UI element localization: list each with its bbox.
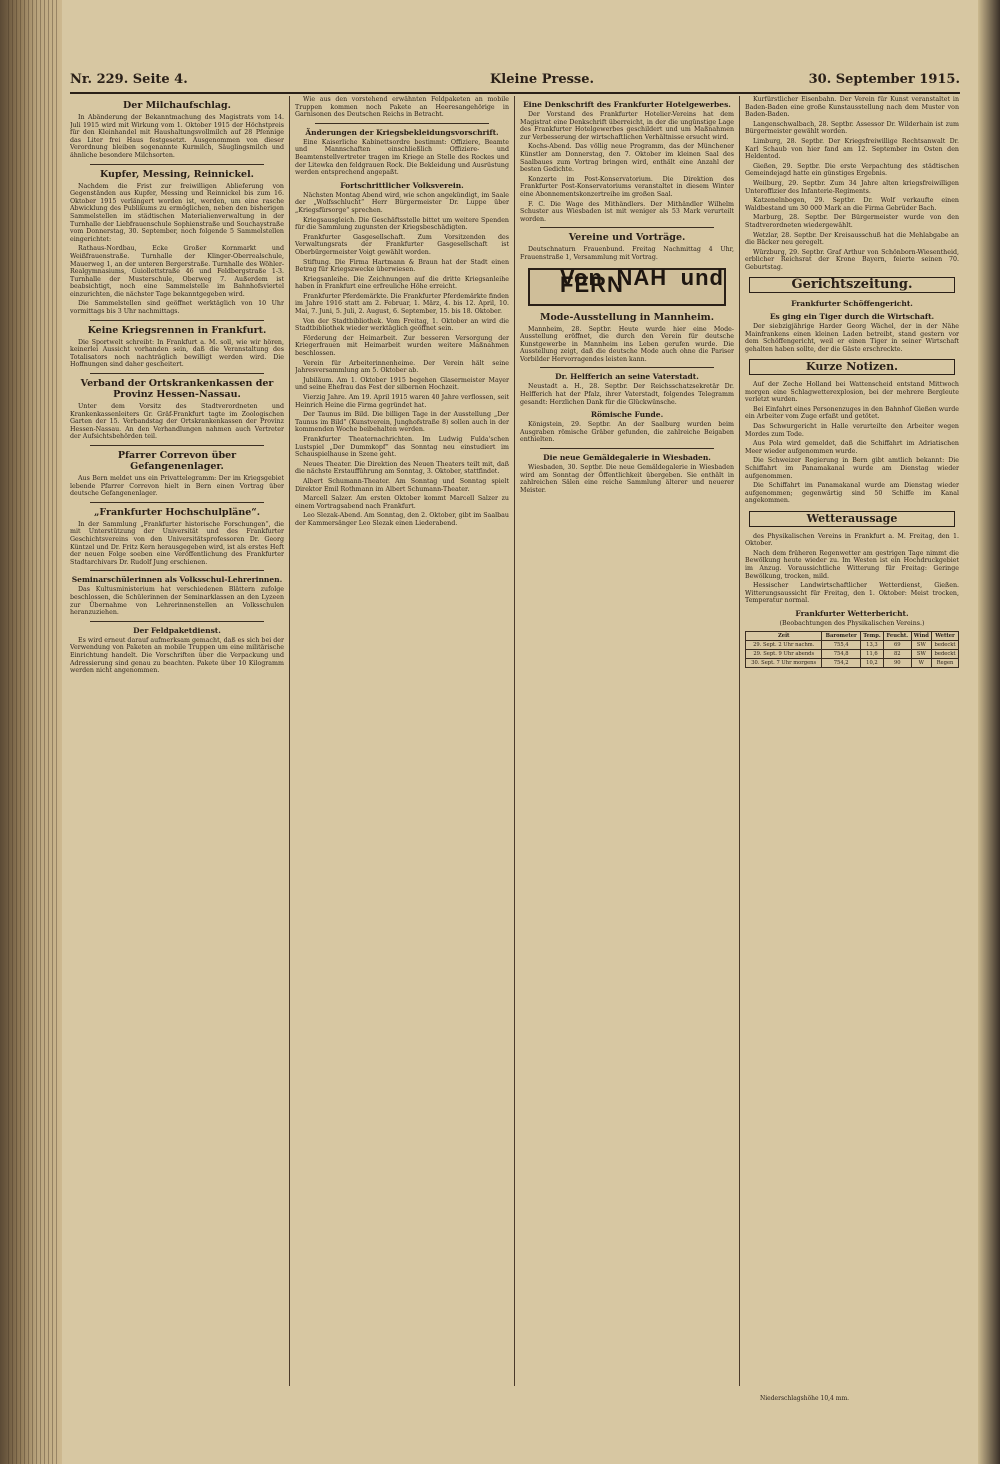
page-header [70, 70, 960, 94]
table-header: Zeit [746, 632, 822, 641]
article-text: Deutschnaturn Frauenbund. Freitag Nachmittag 4 Uhr, Frauenstraße 1, Versammlung mit Vortrag. [520, 246, 734, 261]
headline: Frankfurter Schöffengericht. [791, 299, 913, 309]
headline: Seminarschülerinnen als Volksschul-Lehrerinnen. [71, 575, 283, 585]
book-spine [0, 0, 62, 1464]
table-cell: 13,3 [860, 641, 883, 650]
table-cell: W [911, 659, 931, 668]
section-banner [528, 264, 726, 306]
table-cell: Regen [932, 659, 959, 668]
article-text: Jubiläum. Am 1. Oktober 1915 begehen Glasermeister Mayer und seine Ehefrau das Fest der silbernen Hochzeit. [295, 376, 509, 392]
headline: Die neue Gemäldegalerie in Wiesbaden. [543, 453, 711, 463]
headline: Vereine und Vorträge. [568, 232, 686, 244]
article-text: In Abänderung der Bekanntmachung des Magistrats vom 14. Juli 1915 wird mit Wirkung vom 1. Oktober 1915 der Höchstpreis für den Kleinhandel mit Haushaltungsvollmilch auf 28 Pfennige das Liter frei Haus festgesetzt. Ausgenommen von dieser Verordnung bleiben sogenannte Kurmilch, Säuglingsmilch und ähnliche besondere Milchsorten. [70, 114, 284, 159]
table-cell: bedeckt [932, 641, 959, 650]
headline: Keine Kriegsrennen in Frankfurt. [87, 324, 267, 336]
table-cell: 10,2 [860, 659, 883, 668]
divider [90, 570, 264, 571]
spine-texture [8, 0, 58, 1464]
headline: Der Milchaufschlag. [123, 100, 231, 111]
article-text: Bei Einfahrt eines Personenzuges in den Bahnhof Gießen wurde ein Arbeiter vom Zuge erfaßt und getötet. [745, 405, 959, 421]
table-cell: 11,6 [860, 650, 883, 659]
article-text: Förderung der Heimarbeit. Zur besseren Versorgung der Kriegerfrauen mit Heimarbeit wurden weitere Maßnahmen beschlossen. [295, 334, 509, 358]
banner-title: Von NAH und FERN [560, 264, 724, 298]
table-header: Temp. [860, 632, 883, 641]
article-text: Stiftung. Die Firma Hartmann & Braun hat der Stadt einen Betrag für Kriegszwecke überwiesen. [295, 258, 509, 274]
headline: „Frankfurter Hochschulpläne“. [93, 506, 261, 518]
headline: Verband der Ortskrankenkassen der Provinz Hessen-Nassau. [80, 378, 274, 401]
table-cell: 754,8 [822, 650, 860, 659]
weather-table [745, 631, 959, 668]
article-text: Verein für Arbeiterinnenheime. Der Verein hält seine Jahresversammlung am 5. Oktober ab. [295, 359, 509, 375]
table-cell: bedeckt [932, 650, 959, 659]
article-text: Rathaus-Nordbau, Ecke Großer Kornmarkt und Weißfrauenstraße. Turnhalle der Klinger-Oberrealschule, Mauerweg 1, an der unteren Bergerstraße. Turnhalle des Wöhler-Realgymnasiums, Guiollettstraße 46 und Feldbergstraße 1-3. Turnhalle der Musterschule, Oberweg 7. Außerdem ist beabsichtigt, noch eine Sammelstelle im Bahnhofsviertel einzurichten, die nächster Tage bekanntgegeben wird. [70, 245, 284, 298]
article-text: Katzenelnbogen, 29. Septbr. Dr. Wolf verkaufte einen Waldbestand um 30 000 Mark an die Firma Gebrüder Bach. [745, 197, 959, 212]
table-cell: 30. Sept. 7 Uhr morgens [746, 659, 822, 668]
article-text: Kurfürstlicher Eisenbahn. Der Verein für Kunst veranstaltet in Baden-Baden eine große Kunstausstellung nach dem Muster von Baden-Baden. [745, 96, 959, 119]
article-text: Die Sportwelt schreibt: In Frankfurt a. M. soll, wie wir hören, keinerlei Aussicht vorhanden sein, daß die Veranstaltung des Totalisators noch nachträglich bewilligt werden wird. Die Hoffnungen sind daher gescheitert. [70, 338, 284, 369]
divider [540, 448, 714, 449]
table-row [746, 650, 959, 659]
table-cell: 69 [883, 641, 911, 650]
article-text: F. C. Die Wage des Mithändlers. Der Mithändler Wilhelm Schuster aus Wiesbaden ist mit weniger als 53 Mark verurteilt worden. [520, 200, 734, 223]
column-4 [745, 96, 959, 1391]
column-1 [70, 96, 284, 1391]
table-cell: SW [911, 641, 931, 650]
headline: Dr. Helfferich an seine Vaterstadt. [555, 372, 699, 382]
headline: Der Feldpaketdienst. [133, 625, 221, 635]
article-text: Langenschwalbach, 28. Septbr. Assessor Dr. Wilderhain ist zum Bürgermeister gewählt worden. [745, 120, 959, 136]
article-text: Auf der Zeche Holland bei Wattenscheid entstand Mittwoch morgen eine Schlagwetterexplosion, bei der mehrere Bergleute verletzt wurden. [745, 381, 959, 404]
column-3 [520, 96, 734, 1391]
article-text: Wetzlar, 28. Septbr. Der Kreisausschuß hat die Mehlabgabe an die Bäcker neu geregelt. [745, 231, 959, 247]
article-text: In der Sammlung „Frankfurter historische Forschungen“, die mit Unterstützung der Universität und des Frankfurter Geschichtsvereins von den Universitätsprofessoren Dr. Georg Küntzel und Dr. Fritz Kern herausgegeben wird, ist als erstes Heft der neuen Folge soeben eine Veröffentlichung des Frankfurter Stadtarchivars Dr. Rudolf Jung erschienen. [70, 520, 284, 566]
table-cell: 754,2 [822, 659, 860, 668]
article-text: Der Vorstand des Frankfurter Hotelier-Vereins hat dem Magistrat eine Denkschrift überreicht, in der die ungünstige Lage des Frankfurter Hotelgewerbes geschildert und um Maßnahmen zur Verbesserung der wirtschaftlichen Verhältnisse ersucht wird. [520, 111, 734, 141]
article-text: Limburg, 28. Septbr. Der Kriegsfreiwillige Rechtsanwalt Dr. Karl Schaub von hier fand am 12. September im Osten den Heldentod. [745, 137, 959, 161]
article-text: Nach dem früheren Regenwetter am gestrigen Tage nimmt die Bewölkung heute wieder zu. Im Westen ist ein Hochdruckgebiet im Anzug. Voraussichtliche Witterung für Freitag: Geringe Bewölkung, trocken, mild. [745, 549, 959, 580]
headline: Änderungen der Kriegsbekleidungsvorschrift. [305, 127, 499, 137]
divider [540, 367, 714, 368]
article-text: Marcell Salzer. Am ersten Oktober kommt Marcell Salzer zu einem Vortragsabend nach Frankfurt. [295, 495, 509, 510]
article-text: Die Schiffahrt im Panamakanal wurde am Dienstag wieder aufgenommen; gegenwärtig sind 50 Schiffe im Kanal angekommen. [745, 482, 959, 505]
column-2 [295, 96, 509, 1391]
table-header: Wetter [932, 632, 959, 641]
column-rule [514, 96, 515, 1386]
table-subtitle: (Beobachtungen des Physikalischen Vereins.) [779, 619, 925, 627]
article-text: Frankfurter Gasgesellschaft. Zum Vorsitzenden des Verwaltungsrats der Frankfurter Gasgesellschaft ist Oberbürgermeister Voigt gewählt worden. [295, 233, 509, 256]
article-text: Vierzig Jahre. Am 19. April 1915 waren 40 Jahre verflossen, seit Heinrich Heine die Firma gegründet hat. [295, 394, 509, 409]
table-row [746, 641, 959, 650]
newspaper-title: Kleine Presse. [490, 72, 595, 87]
article-text: Neustadt a. H., 28. Septbr. Der Reichsschatzsekretär Dr. Helfferich hat der Pfalz, ihrer Vaterstadt, folgendes Telegramm gesandt: Herzlichen Dank für die Glückwünsche. [520, 383, 734, 406]
table-header: Feucht. [883, 632, 911, 641]
article-text: Wiesbaden, 30. Septbr. Die neue Gemäldegalerie in Wiesbaden wird am Sonntag der Öffentlichkeit übergeben. Sie enthält in zahlreichen Sälen eine reiche Sammlung älterer und neuerer Meister. [520, 464, 734, 494]
headline: Kupfer, Messing, Reinnickel. [100, 168, 254, 180]
article-text: Der siebzigjährige Harder Georg Wächel, der in der Nähe Mainfrankens einen kleinen Laden betreibt, stand gestern vor dem Schöffengericht, weil er einen Tiger in seiner Wirtschaft gehalten haben sollte, der die Gäste erschreckte. [745, 323, 959, 353]
headline: Es ging ein Tiger durch die Wirtschaft. [769, 312, 935, 322]
divider [90, 502, 264, 503]
article-text: Das Schwurgericht in Halle verurteilte den Arbeiter wegen Mordes zum Tode. [745, 423, 959, 438]
table-cell: SW [911, 650, 931, 659]
article-text: Aus Bern meldet uns ein Privattelegramm: Der im Kriegsgebiet lebende Pfarrer Correvon hielt in Bern einen Vortrag über deutsche Gefangenenlager. [70, 475, 284, 498]
article-text: Das Kultusministerium hat verschiedenen Blättern zufolge beschlossen, die Schülerinnen der Seminarklassen an den Lyzeen zur Übernahme von Lehrerinnenstellen an Volksschulen heranzuziehen. [70, 586, 284, 617]
article-text: Nächsten Montag Abend wird, wie schon angekündigt, im Saale der „Wolfsschlucht“ Herr Bürgermeister Dr. Luppe über „Kriegsfürsorge“ sprechen. [295, 191, 509, 214]
article-text: Eine Kaiserliche Kabinettsordre bestimmt: Offiziere, Beamte und Mannschaften einschließlich Offiziere- und Beamtenstellvertreter tragen im Kriege an Stelle des Rockes und der Litewka den feldgrauen Rock. Die Bekleidung und Ausrüstung werden entsprechend angepaßt. [295, 138, 509, 177]
article-text: Gießen, 29. Septbr. Die erste Verpachtung des städtischen Gemeindejagd hatte ein günstiges Ergebnis. [745, 162, 959, 178]
page-edge [978, 0, 1000, 1464]
table-cell: 29. Sept. 2 Uhr nachm. [746, 641, 822, 650]
table-cell: 755,4 [822, 641, 860, 650]
article-text: Die Schweizer Regierung in Bern gibt amtlich bekannt: Die Schiffahrt im Panamakanal wurde am Dienstag wieder aufgenommen. [745, 457, 959, 480]
article-text: Wie aus den vorstehend erwähnten Feldpaketen an mobile Truppen kommen noch Pakete an Heeresangehörige in Garnisonen des Deutschen Reichs in Betracht. [295, 96, 509, 119]
divider [90, 320, 264, 321]
article-text: Marburg, 28. Septbr. Der Bürgermeister wurde von den Stadtverordneten wiedergewählt. [745, 214, 959, 229]
article-text: Der Taunus im Bild. Die billigen Tage in der Ausstellung „Der Taunus im Bild“ (Kunstverein, Junghofstraße 8) sollen auch in der kommenden Woche beibehalten werden. [295, 411, 509, 434]
headline: Eine Denkschrift des Frankfurter Hotelgewerbes. [523, 100, 731, 109]
footer-note: Niederschlagshöhe 10,4 mm. [760, 1395, 850, 1402]
divider [540, 227, 714, 228]
column-rule [289, 96, 290, 1386]
article-text: Nachdem die Frist zur freiwilligen Ablieferung von Gegenständen aus Kupfer, Messing und Reinnickel bis zum 16. Oktober 1915 verlängert worden ist, werden, um eine rasche Abwicklung des Publikums zu ermöglichen, neben den bisherigen Sammelstellen im städtischen Materialienverwaltung in der Turnhalle der Liebfrauenschule Sophienstraße und Souchaystraße vom Donnerstag, 30. September, noch folgende 5 Sammelstellen eingerichtet: [70, 182, 284, 243]
table-cell: 90 [883, 659, 911, 668]
article-text: Weilburg, 29. Septbr. Zum 34 Jahre alten kriegsfreiwilligen Unteroffizier des Infanterie-Regiments. [745, 179, 959, 195]
article-text: Frankfurter Theaternachrichten. Im Ludwig Fulda'schen Lustspiel „Der Dummkopf“ das Sonntag neu einstudiert im Schauspielhause in Szene geht. [295, 435, 509, 459]
headline: Pfarrer Correvon über Gefangenenlager. [117, 450, 237, 472]
table-cell: 29. Sept. 9 Uhr abends [746, 650, 822, 659]
table-row [746, 659, 959, 668]
article-text: Kriegsausgleich. Die Geschäftsstelle bittet um weitere Spenden für die Sammlung zugunsten der Kriegsbeschädigten. [295, 216, 509, 232]
headline: Fortschrittlicher Volksverein. [340, 180, 464, 190]
issue-date: 30. September 1915. [808, 72, 960, 87]
column-rule [739, 96, 740, 1386]
article-text: Königstein, 29. Septbr. An der Saalburg wurden beim Ausgraben römische Gräber gefunden, die zahlreiche Beigaben enthielten. [520, 421, 734, 444]
section-heading: Gerichtszeitung. [749, 277, 955, 293]
article-text: Mannheim, 28. Septbr. Heute wurde hier eine Mode-Ausstellung eröffnet, die durch den Verein für deutsche Kunstgewerbe in Mannheim ins Leben gerufen wurde. Die Ausstellung zeigt, daß die deutsche Mode auch ohne die Pariser Vorbilder Hervorragendes leisten kann. [520, 325, 734, 363]
section-heading: Kurze Notizen. [749, 359, 955, 375]
article-text: Aus Pola wird gemeldet, daß die Schiffahrt im Adriatischen Meer wieder aufgenommen wurde. [745, 440, 959, 455]
divider [90, 445, 264, 446]
divider [90, 373, 264, 374]
divider [315, 123, 489, 124]
article-text: Es wird erneut darauf aufmerksam gemacht, daß es sich bei der Verwendung von Paketen an mobile Truppen um eine militärische Einrichtung handelt. Die Vorschriften über die Verpackung und Adressierung sind genau zu beachten. Pakete über 10 Kilogramm werden nicht angenommen. [70, 636, 284, 675]
table-title: Frankfurter Wetterbericht. [795, 608, 909, 618]
article-text: Kochs-Abend. Das völlig neue Programm, das der Münchener Künstler am Donnerstag, den 7. Oktober im kleinen Saal des Saalbaues zum Vortrag bringen wird, enthält eine Anzahl der besten Gedichte. [520, 143, 734, 174]
headline: Mode-Ausstellung in Mannheim. [539, 311, 715, 323]
divider [90, 621, 264, 622]
article-text: Albert Schumann-Theater. Am Sonntag und Sonntag spielt Direktor Emil Rothmann im Albert Schumann-Theater. [295, 477, 509, 493]
table-header: Wind [911, 632, 931, 641]
section-heading: Wetteraussage [749, 511, 955, 527]
article-text: Kriegsanleihe. Die Zeichnungen auf die dritte Kriegsanleihe haben in Frankfurt eine erfreuliche Höhe erreicht. [295, 275, 509, 291]
article-text: Leo Slezak-Abend. Am Sonntag, den 2. Oktober, gibt im Saalbau der Kammersänger Leo Slezak einen Liederabend. [295, 512, 509, 527]
issue-number: Nr. 229. Seite 4. [70, 72, 188, 87]
article-text: des Physikalischen Vereins in Frankfurt a. M. Freitag, den 1. Oktober. [745, 532, 959, 548]
article-text: Hessischer Landwirtschaftlicher Wetterdienst, Gießen. Witterungsaussicht für Freitag, den 1. Oktober: Meist trocken, Temperatur normal. [745, 582, 959, 605]
article-text: Die Sammelstellen sind geöffnet werktäglich von 10 Uhr vormittags bis 3 Uhr nachmittags. [70, 300, 284, 316]
article-text: Von der Stadtbibliothek. Vom Freitag, 1. Oktober an wird die Stadtbibliothek wieder werktäglich geöffnet sein. [295, 317, 509, 333]
article-text: Neues Theater. Die Direktion des Neuen Theaters teilt mit, daß die nächste Erstaufführung am Sonntag, 3. Oktober, stattfindet. [295, 460, 509, 476]
table-cell: 82 [883, 650, 911, 659]
article-text: Konzerte im Post-Konservatorium. Die Direktion des Frankfurter Post-Konservatoriums veranstaltet in diesem Winter eine Abonnementskonzertreihe im großen Saal. [520, 175, 734, 198]
headline: Römische Funde. [590, 410, 664, 420]
table-header: Barometer [822, 632, 860, 641]
divider [90, 164, 264, 165]
article-text: Unter dem Vorsitz des Stadtverordneten und Krankenkassenleiters Gr. Gräf-Frankfurt tagte im Zoologischen Garten der 15. Verbandstag der Ortskrankenkassen der Provinz Hessen-Nassau. An den Verhandlungen nahmen auch Vertreter der Aufsichtsbehörden teil. [70, 403, 284, 441]
article-text: Würzburg, 29. Septbr. Graf Arthur von Schönborn-Wiesentheid, erblicher Reichsrat der Krone Bayern, feierte seinen 70. Geburtstag. [745, 248, 959, 271]
article-text: Frankfurter Pferdemärkte. Die Frankfurter Pferdemärkte finden im Jahre 1916 statt am 2. Februar, 1. März, 4. bis 12. April, 10. Mai, 7. Juni, 5. Juli, 2. August, 6. September, 15. bis 18. Oktober. [295, 292, 509, 316]
